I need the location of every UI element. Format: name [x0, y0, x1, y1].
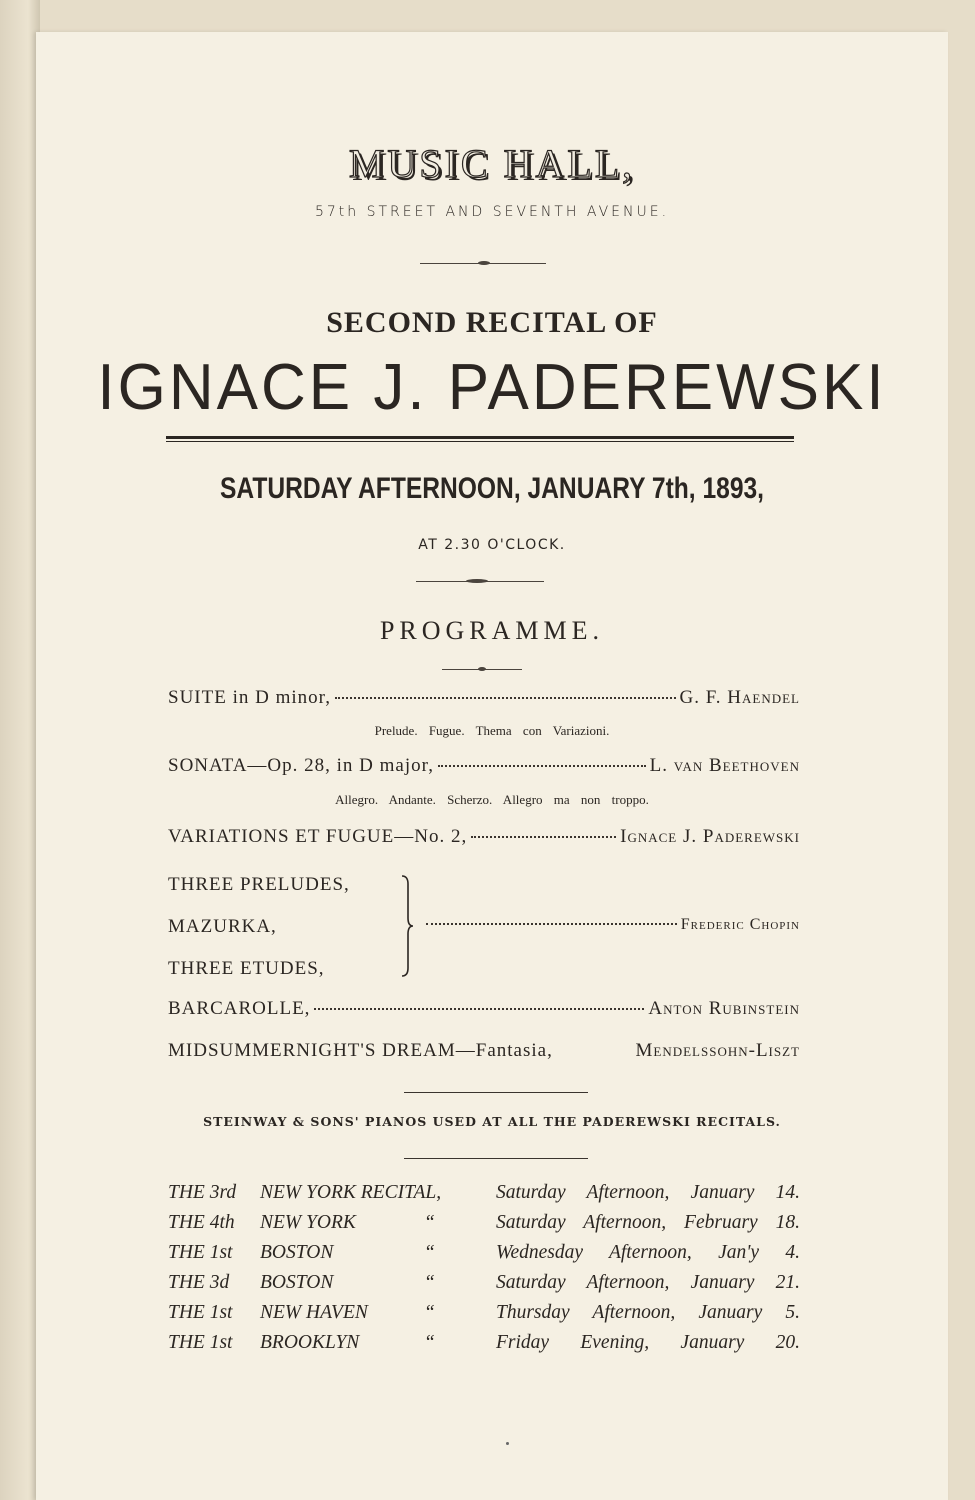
piano-notice: STEINWAY & SONS' PIANOS USED AT ALL THE PADEREWSKI RECITALS. [203, 1114, 781, 1129]
programme-item [168, 826, 800, 848]
programme-title: PROGRAMME. [379, 616, 605, 645]
recital-heading: SECOND RECITAL OF [326, 306, 658, 339]
leader-dots [335, 697, 676, 699]
ditto-mark: “ [424, 1242, 435, 1263]
upcoming-recital [168, 1212, 808, 1242]
recital-date: Saturday Afternoon, February 18. [496, 1212, 800, 1233]
recital-ordinal: THE 3d [168, 1272, 230, 1293]
upcoming-recital [168, 1332, 808, 1362]
work-title: MIDSUMMERNIGHT'S DREAM—Fantasia, [168, 1040, 553, 1061]
recital-ordinal: THE 4th [168, 1212, 235, 1233]
ditto-mark: “ [424, 1272, 435, 1293]
recital-city: BROOKLYN [260, 1332, 360, 1353]
recital-city: BOSTON [260, 1242, 334, 1263]
work-title: SUITE in D minor, [168, 687, 331, 708]
recital-city: BOSTON [260, 1272, 334, 1293]
recital-ordinal: THE 1st [168, 1332, 233, 1353]
printer-mark [506, 1442, 509, 1445]
recital-date: Saturday Afternoon, January 14. [496, 1182, 800, 1203]
work-title: BARCAROLLE, [168, 998, 311, 1019]
upcoming-recital [168, 1182, 808, 1212]
recital-date: Saturday Afternoon, January 21. [496, 1272, 800, 1293]
work-title: MAZURKA, [168, 916, 277, 937]
leader-dots [438, 765, 646, 767]
ditto-mark: “ [424, 1332, 435, 1353]
movements: Prelude. Fugue. Thema con Variazioni. [374, 723, 610, 738]
programme-item [168, 687, 800, 709]
leader-dots [314, 1008, 644, 1010]
recital-ordinal: THE 1st [168, 1242, 233, 1263]
divider-rule [404, 1158, 588, 1159]
recital-city: NEW YORK RECITAL, [260, 1182, 442, 1203]
name-underline [166, 436, 794, 439]
performer-name: IGNACE J. PADEREWSKI [97, 351, 887, 424]
recital-date: Friday Evening, January 20. [496, 1332, 800, 1353]
upcoming-recital [168, 1272, 808, 1302]
movements: Allegro. Andante. Scherzo. Allegro ma non troppo. [335, 792, 649, 807]
programme-item [168, 1040, 800, 1062]
composer: Anton Rubinstein [648, 998, 800, 1019]
recital-date: SATURDAY AFTERNOON, JANUARY 7th, 1893, [219, 472, 765, 505]
venue-name: MUSIC HALL, [348, 141, 636, 186]
work-title: SONATA—Op. 28, in D major, [168, 755, 434, 776]
recital-ordinal: THE 3rd [168, 1182, 237, 1203]
recital-date: Thursday Afternoon, January 5. [496, 1302, 800, 1323]
ditto-mark: “ [424, 1302, 435, 1323]
recital-city: NEW HAVEN [260, 1302, 368, 1323]
recital-ordinal: THE 1st [168, 1302, 233, 1323]
work-title: THREE PRELUDES, [168, 874, 350, 895]
facing-page-edge [0, 0, 40, 1500]
work-title: VARIATIONS ET FUGUE—No. 2, [168, 826, 468, 847]
upcoming-recital [168, 1302, 808, 1332]
programme-item [168, 998, 800, 1020]
brace-icon [400, 874, 414, 978]
leader-dots [471, 836, 616, 838]
composer: Frederic Chopin [680, 916, 800, 933]
composer: G. F. Haendel [679, 687, 800, 708]
ditto-mark: “ [424, 1212, 435, 1233]
divider-rule [404, 1092, 588, 1093]
upcoming-recital [168, 1242, 808, 1272]
composer: Mendelssohn-Liszt [635, 1040, 800, 1061]
composer: Ignace J. Paderewski [620, 826, 800, 847]
programme-item [426, 916, 800, 934]
work-title: THREE ETUDES, [168, 958, 325, 979]
recital-city: NEW YORK [260, 1212, 356, 1233]
programme-item [168, 755, 800, 777]
recital-time: AT 2.30 O'CLOCK. [418, 537, 566, 553]
name-underline-thin [166, 441, 794, 442]
leader-dots [426, 923, 677, 925]
venue-address: 57th STREET AND SEVENTH AVENUE. [314, 204, 670, 220]
programme-page [36, 32, 948, 1500]
composer: L. van Beethoven [649, 755, 800, 776]
recital-date: Wednesday Afternoon, Jan'y 4. [496, 1242, 800, 1263]
